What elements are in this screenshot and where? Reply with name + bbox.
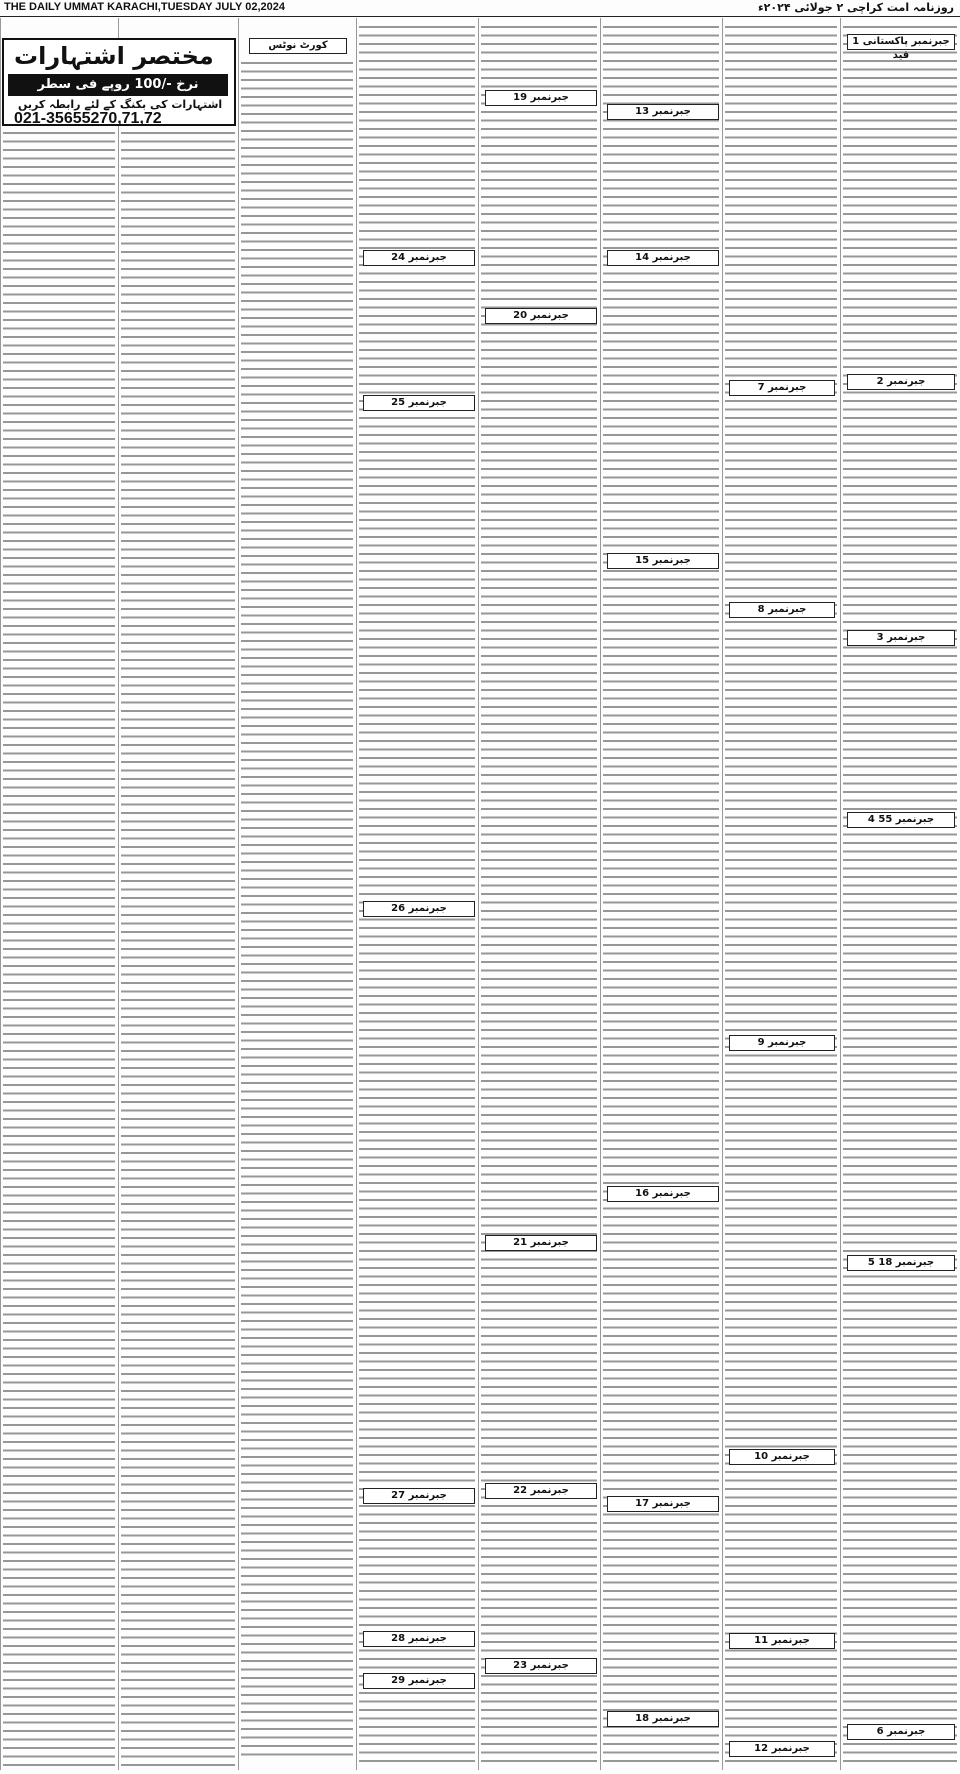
court-notice-heading: کورٹ نوٹس (249, 38, 347, 54)
section-23-heading: 23 جبرنمبر (485, 1658, 597, 1674)
section-2-heading: 2 جبرنمبر (847, 374, 955, 390)
section-10-heading: 10 جبرنمبر (729, 1449, 835, 1465)
section-12-heading: 12 جبرنمبر (729, 1741, 835, 1757)
column-notices-3 (238, 18, 357, 1770)
column-notices-1 (0, 18, 119, 1770)
section-7-heading: 7 جبرنمبر (729, 380, 835, 396)
section-25-heading: 25 جبرنمبر (363, 395, 475, 411)
section-6-heading: 6 جبرنمبر (847, 1724, 955, 1740)
section-16-heading: 16 جبرنمبر (607, 1186, 719, 1202)
section-28-heading: 28 جبرنمبر (363, 1631, 475, 1647)
section-13-heading: 13 جبرنمبر (607, 104, 719, 120)
section-5-heading: 5 جبرنمبر 18 (847, 1255, 955, 1271)
section-26-heading: 26 جبرنمبر (363, 901, 475, 917)
column-19-23 (478, 18, 601, 1770)
section-20-heading: 20 جبرنمبر (485, 308, 597, 324)
section-11-heading: 11 جبرنمبر (729, 1633, 835, 1649)
advert-title: مختصر اشتہارات (14, 42, 214, 70)
advert-booking: اشتہارات کی بکنگ کے لئے رابطہ کریں (18, 98, 223, 111)
column-7-12 (722, 18, 841, 1770)
section-18-heading: 18 جبرنمبر (607, 1711, 719, 1727)
column-24-29 (356, 18, 479, 1770)
section-14-heading: 14 جبرنمبر (607, 250, 719, 266)
section-3-heading: 3 جبرنمبر (847, 630, 955, 646)
section-29-heading: 29 جبرنمبر (363, 1673, 475, 1689)
section-27-heading: 27 جبرنمبر (363, 1488, 475, 1504)
news-columns (0, 18, 960, 1770)
column-1-6 (840, 18, 960, 1770)
section-22-heading: 22 جبرنمبر (485, 1483, 597, 1499)
advert-rate: نرخ -/100 روپے فی سطر (8, 74, 228, 96)
section-1-heading: 1 جبرنمبر پاکستانی قید (847, 34, 955, 50)
section-15-heading: 15 جبرنمبر (607, 553, 719, 569)
section-9-heading: 9 جبرنمبر (729, 1035, 835, 1051)
section-21-heading: 21 جبرنمبر (485, 1235, 597, 1251)
masthead-english: THE DAILY UMMAT KARACHI,TUESDAY JULY 02,2024 (4, 1, 285, 13)
section-8-heading: 8 جبرنمبر (729, 602, 835, 618)
section-24-heading: 24 جبرنمبر (363, 250, 475, 266)
masthead-urdu: روزنامہ امت کراچی ۲ جولائی ۲۰۲۴ء (758, 1, 954, 14)
classified-advert (2, 38, 236, 126)
column-notices-2 (118, 18, 239, 1770)
section-24-no: 24 (391, 252, 406, 263)
section-19-heading: 19 جبرنمبر (485, 90, 597, 106)
section-4-heading: 4 جبرنمبر 55 (847, 812, 955, 828)
masthead (0, 0, 960, 17)
advert-phone: 021-35655270,71,72 (14, 110, 162, 127)
column-13-18 (600, 18, 723, 1770)
section-17-heading: 17 جبرنمبر (607, 1496, 719, 1512)
